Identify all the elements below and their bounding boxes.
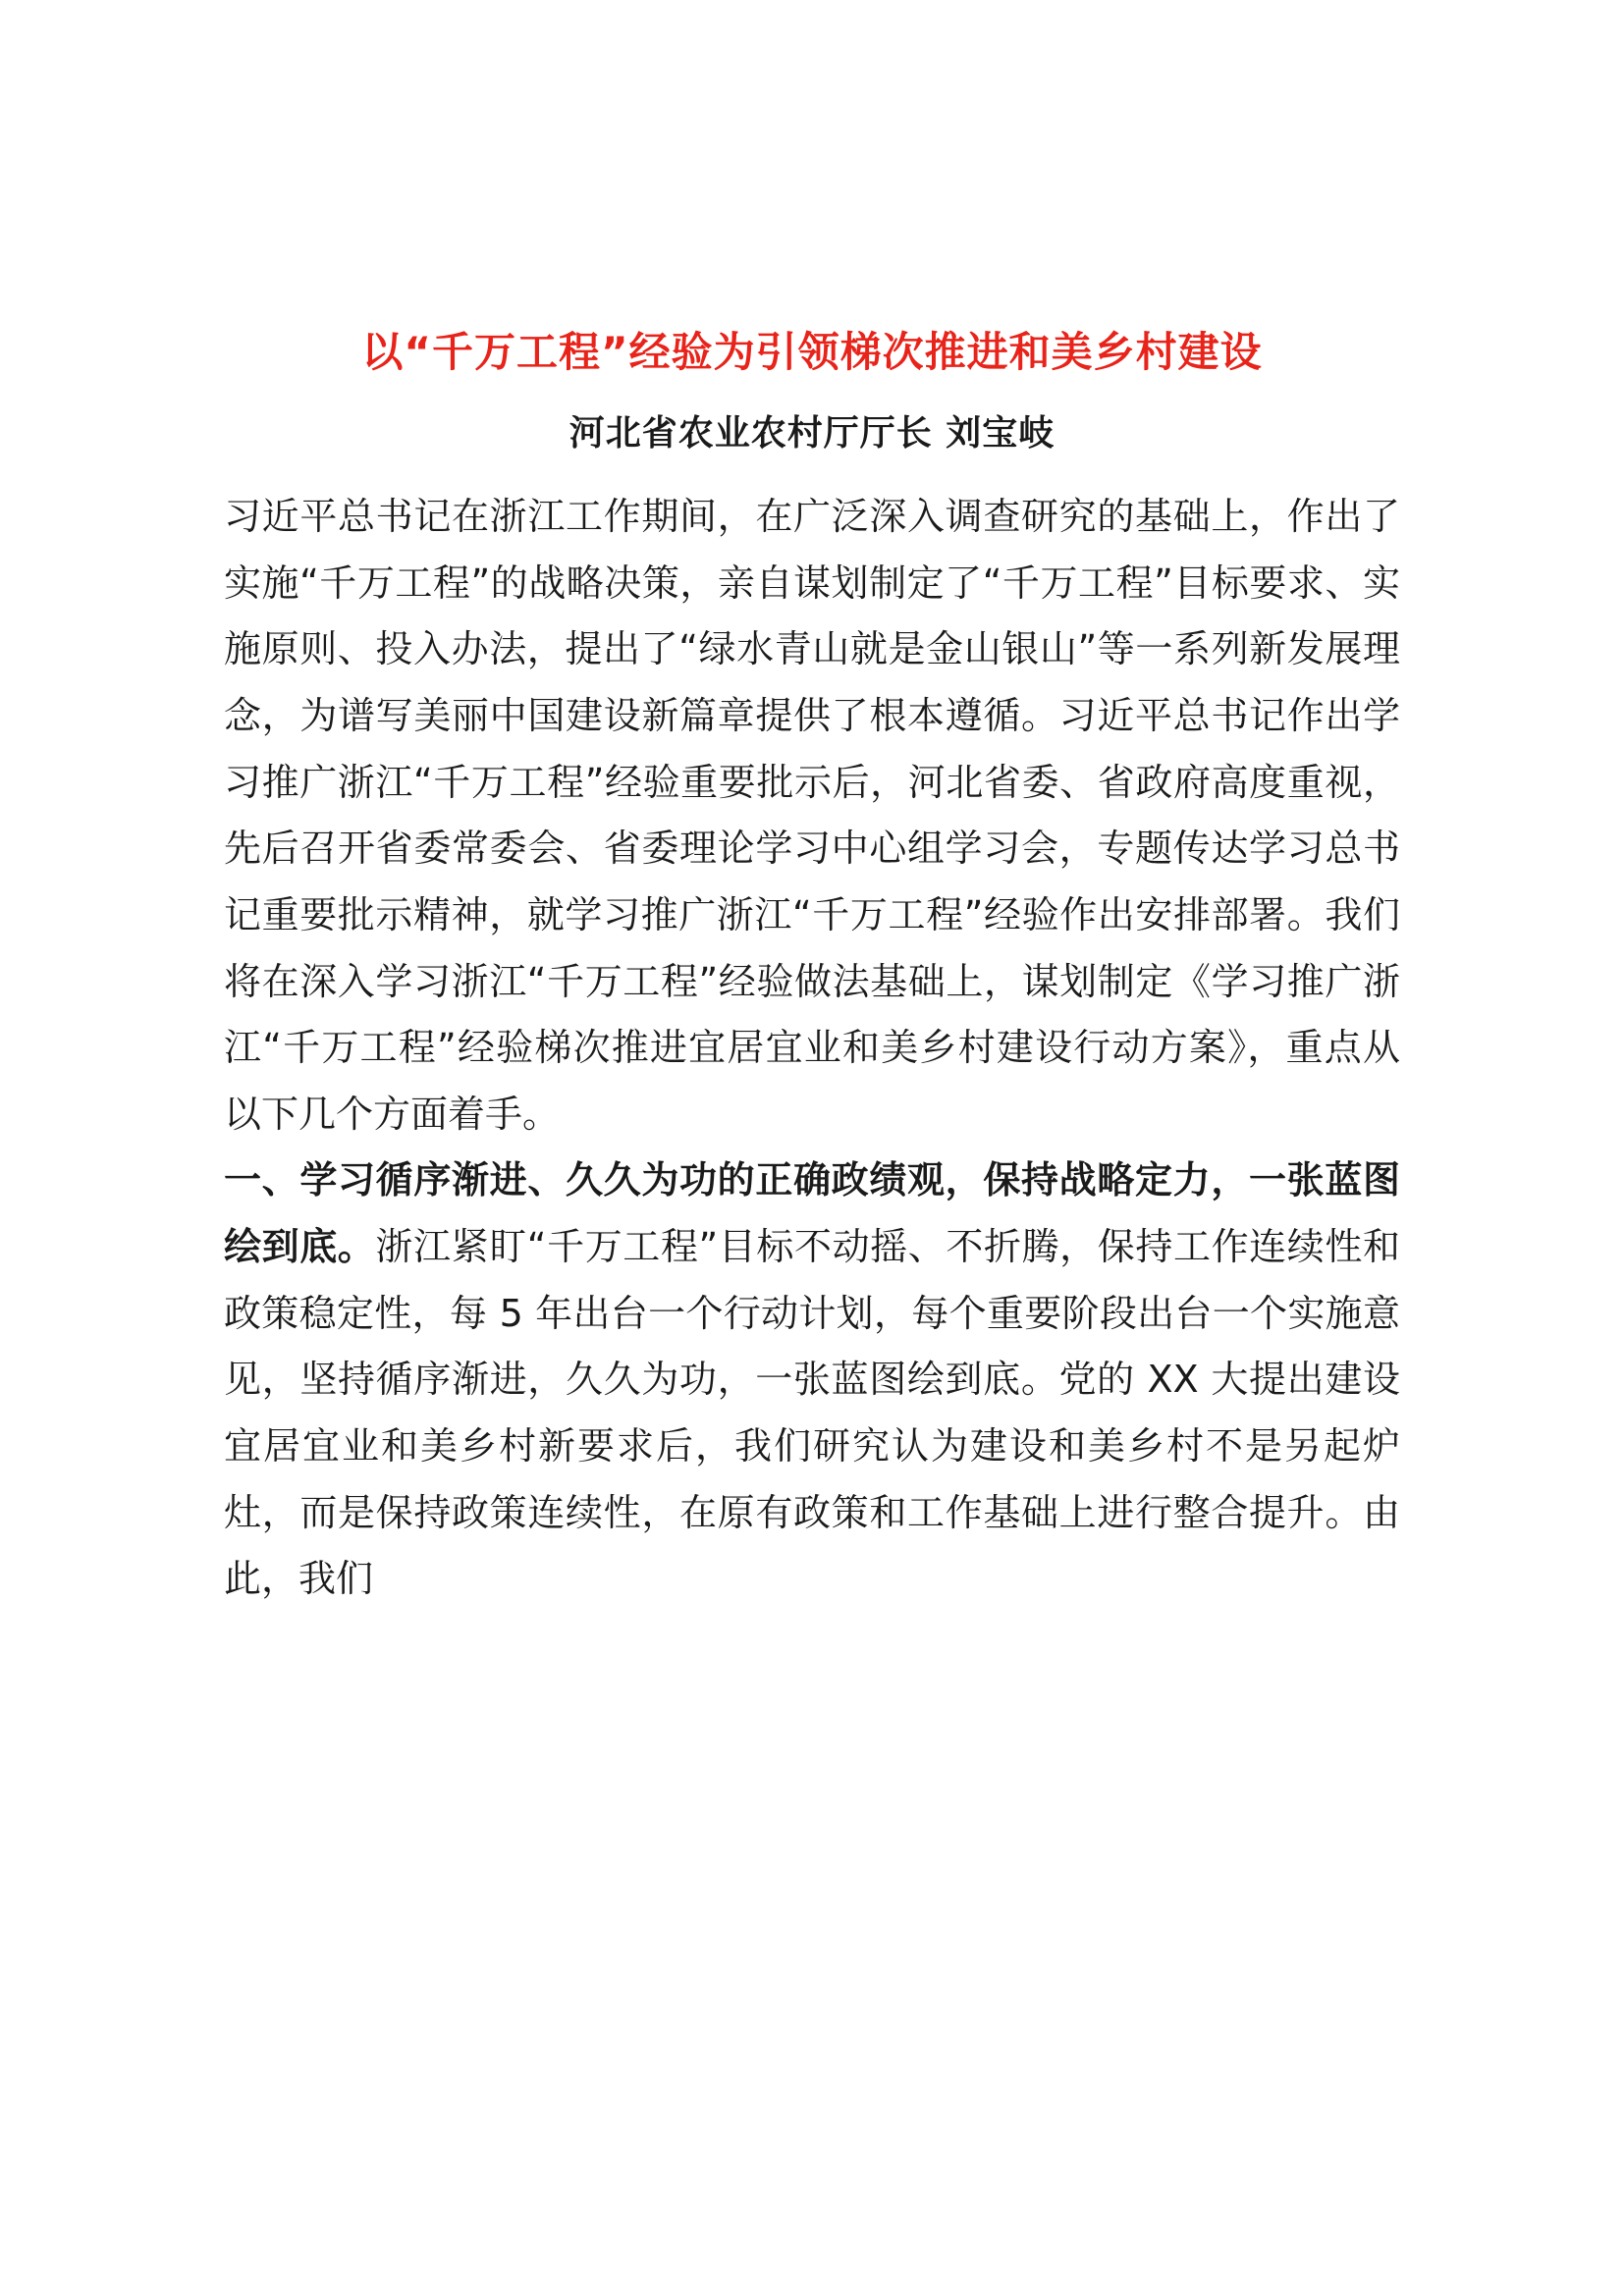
- byline: 河北省农业农村厅厅长 刘宝岐: [568, 412, 1056, 454]
- section-body: 浙江紧盯“千万工程”目标不动摇、不折腾，保持工作连续性和政策稳定性，每 5 年出台一个行动计划，每个重要阶段出台一个实施意见，坚持循序渐进，久久为功，一张蓝图绘到底。党的 XX 大提出建设宜居宜业和美乡村新要求后，我们研究认为建设和美乡村不是另起炉灶，而是保持政策连续性，在原有政策和工作基础上进行整合提升。由此，我们: [224, 1225, 1400, 1601]
- page-title: 以“千万工程”经验为引领梯次推进和美乡村建设: [361, 328, 1263, 376]
- section-heading: 一、学习循序渐进、久久为功的正确政绩观，保持战略定力，一张蓝图绘到底。: [224, 1158, 1400, 1269]
- section-block: [224, 1148, 1400, 1612]
- body-paragraph: 习近平总书记在浙江工作期间，在广泛深入调查研究的基础上，作出了实施“千万工程”的战略决策，亲自谋划制定了“千万工程”目标要求、实施原则、投入办法，提出了“绿水青山就是金山银山”等一系列新发展理念，为谱写美丽中国建设新篇章提供了根本遵循。习近平总书记作出学习推广浙江“千万工程”经验重要批示后，河北省委、省政府高度重视，先后召开省委常委会、省委理论学习中心组学习会，专题传达学习总书记重要批示精神，就学习推广浙江“千万工程”经验作出安排部署。我们将在深入学习浙江“千万工程”经验做法基础上，谋划制定《学习推广浙江“千万工程”经验梯次推进宜居宜业和美乡村建设行动方案》，重点从以下几个方面着手。: [224, 495, 1400, 1136]
